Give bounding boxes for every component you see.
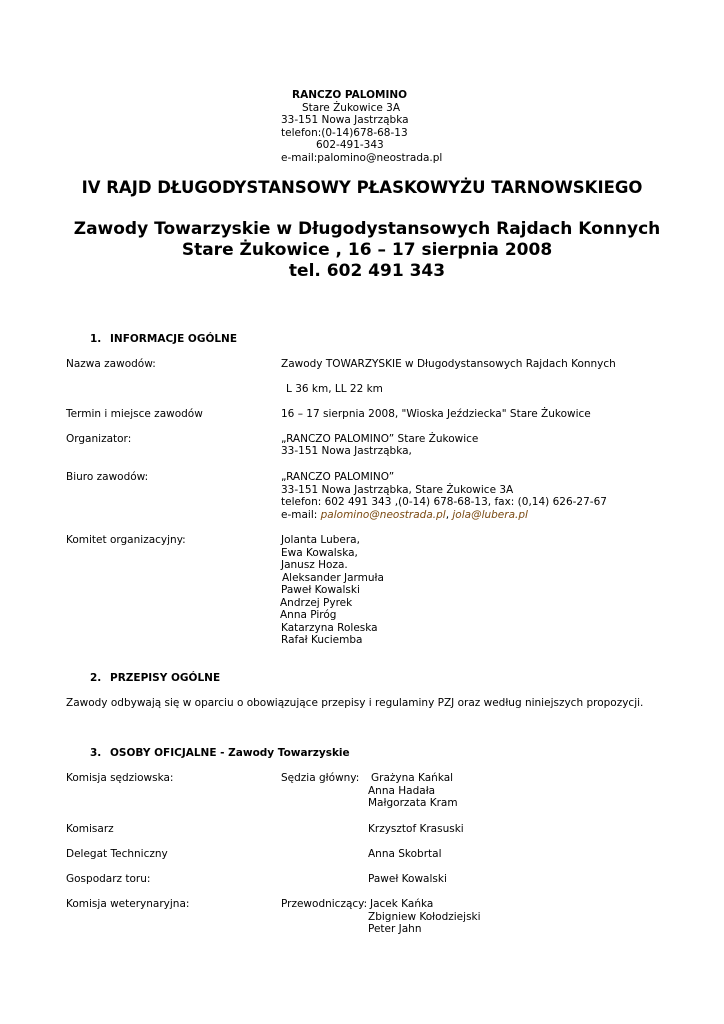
document-date-line: Stare Żukowice , 16 – 17 sierpnia 2008	[181, 240, 553, 260]
section-1-heading	[90, 333, 237, 345]
nazwa-distance: L 36 km, LL 22 km	[286, 383, 383, 395]
biuro-email-link-2[interactable]: jola@lubera.pl	[452, 509, 528, 521]
weterynaryjna-label: Komisja weterynaryjna:	[66, 898, 190, 910]
section-3-heading	[90, 747, 350, 759]
biuro-line2: 33-151 Nowa Jastrząbka, Stare Żukowice 3A	[281, 484, 514, 496]
komitet-member: Anna Piróg	[280, 609, 337, 621]
komitet-member: Janusz Hoza.	[281, 559, 348, 571]
biuro-line3: telefon: 602 491 343 ,(0-14) 678-68-13, fax: (0,14) 626-27-67	[281, 496, 607, 508]
ranch-mobile: 602-491-343	[316, 139, 384, 151]
biuro-label: Biuro zawodów:	[66, 471, 149, 483]
komisarz-label: Komisarz	[66, 823, 114, 835]
sedzia-name: Małgorzata Kram	[368, 797, 458, 809]
przewodniczacy-label: Przewodniczący:	[281, 898, 368, 910]
section-3-title: OSOBY OFICJALNE - Zawody Towarzyskie	[110, 747, 350, 759]
komitet-member: Paweł Kowalski	[281, 584, 360, 596]
komisja-label: Komisja sędziowska:	[66, 772, 174, 784]
biuro-email-separator: ,	[445, 509, 453, 521]
ranch-street: Stare Żukowice 3A	[302, 102, 401, 114]
delegat-name: Anna Skobrtal	[368, 848, 442, 860]
komitet-member: Ewa Kowalska,	[281, 547, 358, 559]
gospodarz-name: Paweł Kowalski	[368, 873, 447, 885]
biuro-email-prefix: e-mail:	[281, 509, 321, 521]
ranch-city: 33-151 Nowa Jastrząbka	[281, 114, 409, 126]
termin-label: Termin i miejsce zawodów	[66, 408, 203, 420]
organizator-line1: „RANCZO PALOMINO” Stare Żukowice	[281, 433, 479, 445]
gospodarz-label: Gospodarz toru:	[66, 873, 151, 885]
section-1-number: 1.	[90, 333, 102, 345]
komitet-member: Katarzyna Roleska	[281, 622, 378, 634]
organizator-line2: 33-151 Nowa Jastrząbka,	[281, 445, 412, 457]
ranch-name: RANCZO PALOMINO	[292, 89, 408, 101]
ranch-email: e-mail:palomino@neostrada.pl	[281, 152, 443, 164]
delegat-label: Delegat Techniczny	[66, 848, 168, 860]
wet-name: Zbigniew Kołodziejski	[368, 911, 481, 923]
organizator-label: Organizator:	[66, 433, 132, 445]
wet-name: Jacek Kańka	[370, 898, 434, 910]
ranch-phone: telefon:(0-14)678-68-13	[281, 127, 408, 139]
section-2-heading	[90, 672, 220, 684]
section-3-number: 3.	[90, 747, 102, 759]
nazwa-label: Nazwa zawodów:	[66, 358, 156, 370]
sedzia-name: Anna Hadała	[368, 785, 436, 797]
nazwa-value: Zawody TOWARZYSKIE w Długodystansowych Rajdach Konnych	[281, 358, 616, 370]
komisarz-name: Krzysztof Krasuski	[368, 823, 464, 835]
termin-value: 16 – 17 sierpnia 2008, "Wioska Jeździecka" Stare Żukowice	[281, 408, 591, 420]
document-title: IV RAJD DŁUGODYSTANSOWY PŁASKOWYŻU TARNOWSKIEGO	[81, 178, 643, 197]
biuro-email-line	[281, 509, 528, 522]
section-2-number: 2.	[90, 672, 102, 684]
komitet-member: Aleksander Jarmuła	[282, 572, 384, 584]
komitet-label: Komitet organizacyjny:	[66, 534, 186, 546]
komitet-member: Jolanta Lubera,	[281, 534, 360, 546]
section-1-title: INFORMACJE OGÓLNE	[110, 333, 238, 345]
sedzia-name: Grażyna Kańkal	[371, 772, 454, 784]
biuro-email-link-1[interactable]: palomino@neostrada.pl	[320, 509, 446, 521]
document-subtitle: Zawody Towarzyskie w Długodystansowych Rajdach Konnych	[73, 219, 661, 239]
komitet-member: Andrzej Pyrek	[280, 597, 353, 609]
document-phone-line: tel. 602 491 343	[288, 261, 446, 281]
biuro-line1: „RANCZO PALOMINO”	[281, 471, 395, 483]
sedzia-label: Sędzia główny:	[281, 772, 360, 784]
section-2-title: PRZEPISY OGÓLNE	[110, 672, 221, 684]
komitet-member: Rafał Kuciemba	[281, 634, 363, 646]
wet-name: Peter Jahn	[368, 923, 422, 935]
section-2-text: Zawody odbywają się w oparciu o obowiązujące przepisy i regulaminy PZJ oraz według niniejszych propozycji.	[66, 697, 644, 709]
